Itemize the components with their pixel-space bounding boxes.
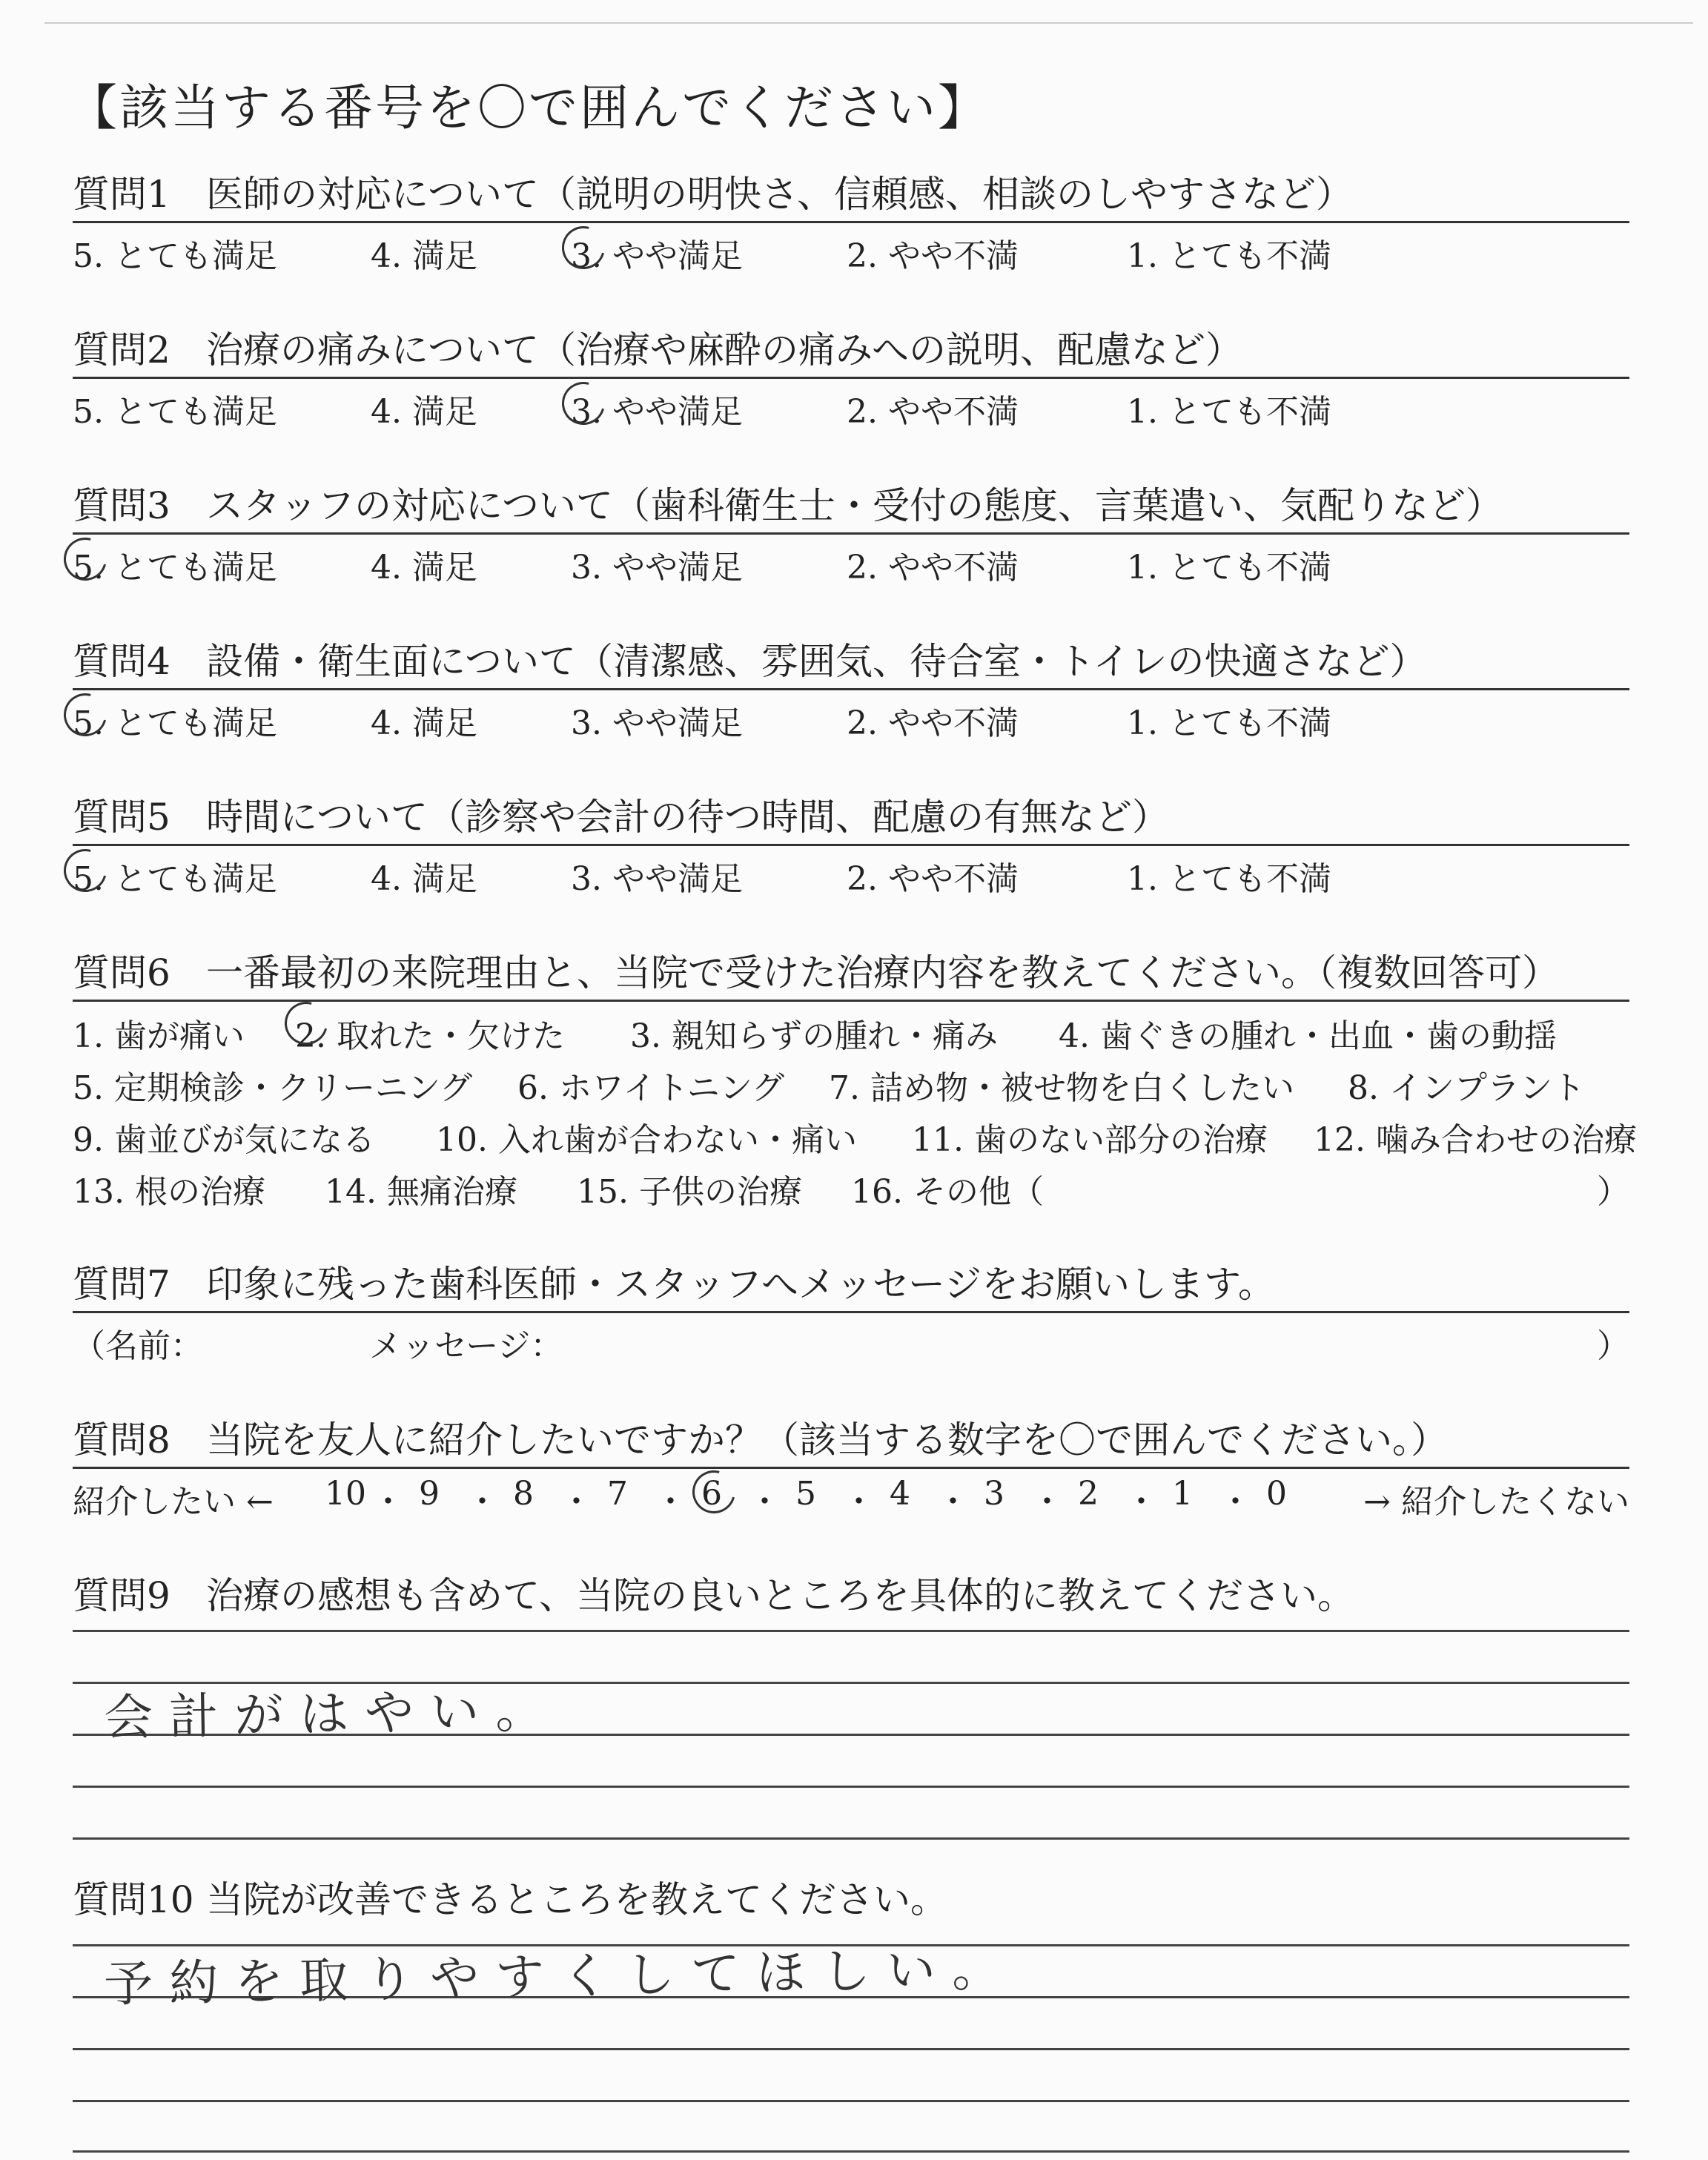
- rating-option[interactable]: 2. やや不満: [847, 393, 1019, 431]
- rating-options: [73, 223, 1629, 275]
- rating-option[interactable]: 3. やや満足: [571, 860, 743, 898]
- question-5: [73, 795, 1629, 898]
- rating-option[interactable]: 4. 満足: [371, 393, 477, 431]
- scale-number[interactable]: 7: [607, 1475, 628, 1513]
- scale-separator: ・: [1030, 1483, 1064, 1521]
- question-4: [73, 639, 1629, 742]
- q9-handwritten-answer: 会計がはやい。: [103, 1681, 561, 1747]
- close-paren: ）: [1597, 1327, 1629, 1365]
- scale-number[interactable]: 1: [1172, 1475, 1193, 1513]
- question-number: 質問4: [73, 640, 171, 683]
- question-8: [73, 1418, 1629, 1521]
- scale-separator: ・: [936, 1483, 970, 1521]
- rating-option[interactable]: 3. やや満足: [571, 549, 743, 587]
- question-number: 質問9: [73, 1574, 171, 1617]
- rating-option[interactable]: 4. 満足: [371, 549, 477, 587]
- scale-separator: ・: [842, 1483, 875, 1521]
- question-text: 当院を友人に紹介したいですか？（該当する数字を〇で囲んでください。）: [206, 1418, 1448, 1462]
- q10-handwritten-answer: 予約を取りやすくしてほしい。: [103, 1940, 1018, 2013]
- rating-option[interactable]: 5. とても満足: [73, 704, 277, 742]
- rating-options: [73, 690, 1629, 742]
- rating-option[interactable]: 5. とても満足: [73, 860, 277, 898]
- question-1: [73, 172, 1629, 275]
- top-rule: [44, 22, 1693, 24]
- scale-number[interactable]: 0: [1266, 1475, 1287, 1513]
- scale-number[interactable]: 9: [419, 1475, 440, 1513]
- rating-option[interactable]: 1. とても不満: [1127, 704, 1331, 742]
- question-number: 質問10: [73, 1878, 194, 1921]
- rating-option[interactable]: 2. やや不満: [847, 860, 1019, 898]
- question-text: 治療の痛みについて（治療や麻酔の痛みへの説明、配慮など）: [206, 328, 1242, 371]
- question-number: 質問3: [73, 484, 171, 527]
- scale-separator: ・: [654, 1483, 687, 1521]
- treatment-option[interactable]: 8. インプラント: [1348, 1069, 1585, 1107]
- question-number: 質問1: [73, 173, 171, 216]
- question-text: 医師の対応について（説明の明快さ、信頼感、相談のしやすさなど）: [206, 173, 1353, 216]
- question-text: 治療の感想も含めて、当院の良いところを具体的に教えてください。: [206, 1574, 1354, 1617]
- choice-row: [73, 1106, 1637, 1159]
- form-header: 【該当する番号を〇で囲んでください】: [68, 79, 989, 136]
- treatment-option[interactable]: 7. 詰め物・被せ物を白くしたい: [829, 1069, 1294, 1107]
- treatment-option[interactable]: 6. ホワイトニング: [517, 1069, 785, 1107]
- question-number: 質問8: [73, 1418, 171, 1462]
- treatment-option[interactable]: 12. 噛み合わせの治療: [1314, 1121, 1637, 1159]
- rating-option[interactable]: 5. とても満足: [73, 549, 277, 587]
- scale-separator: ・: [1125, 1483, 1158, 1521]
- question-10: [73, 1877, 1629, 1922]
- question-title: [73, 1877, 1629, 1922]
- rating-option[interactable]: 3. やや満足: [571, 393, 743, 431]
- rating-option[interactable]: 1. とても不満: [1127, 860, 1331, 898]
- question-title: [73, 639, 1629, 684]
- scale-number[interactable]: 6: [701, 1475, 722, 1513]
- question-9: [73, 1573, 1629, 1618]
- question-text: 印象に残った歯科医師・スタッフへメッセージをお願いします。: [206, 1263, 1275, 1306]
- answer-line: [73, 2150, 1629, 2153]
- close-paren: ）: [1597, 1173, 1629, 1211]
- treatment-option[interactable]: 14. 無痛治療: [325, 1173, 517, 1211]
- rating-option[interactable]: 5. とても満足: [73, 237, 277, 275]
- rating-option[interactable]: 1. とても不満: [1127, 549, 1331, 587]
- question-3: [73, 483, 1629, 587]
- rating-option[interactable]: 4. 満足: [371, 704, 477, 742]
- choice-row: [73, 1157, 1629, 1209]
- rating-option[interactable]: 3. やや満足: [571, 237, 743, 275]
- scale-separator: ・: [466, 1483, 499, 1521]
- scale-separator: ・: [1219, 1483, 1252, 1521]
- treatment-option[interactable]: 9. 歯並びが気になる: [73, 1121, 375, 1159]
- question-text: 当院が改善できるところを教えてください。: [206, 1878, 947, 1921]
- rating-option[interactable]: 3. やや満足: [571, 704, 743, 742]
- q7-fields: [73, 1313, 1629, 1365]
- rating-option[interactable]: 4. 満足: [371, 237, 477, 275]
- answer-line: [73, 1786, 1629, 1788]
- question-text: スタッフの対応について（歯科衛生士・受付の態度、言葉遣い、気配りなど）: [206, 484, 1503, 527]
- choice-row: [73, 1054, 1629, 1106]
- rating-option[interactable]: 1. とても不満: [1127, 393, 1331, 431]
- answer-line: [73, 2100, 1629, 2102]
- treatment-option[interactable]: 15. 子供の治療: [577, 1173, 802, 1211]
- treatment-option[interactable]: 16. その他（: [851, 1173, 1044, 1211]
- scale-number[interactable]: 2: [1078, 1475, 1099, 1513]
- question-2: [73, 328, 1629, 431]
- scale-left-label: 紹介したい ←: [73, 1483, 274, 1521]
- recommend-scale: [73, 1469, 1629, 1521]
- rating-options: [73, 379, 1629, 431]
- question-number: 質問7: [73, 1263, 171, 1306]
- question-7: [73, 1262, 1629, 1365]
- question-text: 時間について（診察や会計の待つ時間、配慮の有無など）: [206, 796, 1169, 839]
- scale-number[interactable]: 4: [890, 1475, 910, 1513]
- rating-option[interactable]: 2. やや不満: [847, 704, 1019, 742]
- treatment-option[interactable]: 11. 歯のない部分の治療: [912, 1121, 1268, 1159]
- treatment-option[interactable]: 10. 入れ歯が合わない・痛い: [436, 1121, 857, 1159]
- treatment-option[interactable]: 13. 根の治療: [73, 1173, 265, 1211]
- scale-right-label: → 紹介したくない: [1363, 1483, 1629, 1521]
- message-label: メッセージ：: [369, 1327, 563, 1365]
- question-title: [73, 172, 1629, 217]
- treatment-option[interactable]: 5. 定期検診・クリーニング: [73, 1069, 473, 1107]
- scale-number[interactable]: 5: [795, 1475, 816, 1513]
- question-title: [73, 1262, 1629, 1307]
- question-title: [73, 951, 1629, 995]
- circle-mark: [684, 1462, 743, 1521]
- question-number: 質問2: [73, 328, 171, 371]
- treatment-option[interactable]: 2. 取れた・欠けた: [295, 1017, 565, 1055]
- rating-option[interactable]: 1. とても不満: [1127, 237, 1331, 275]
- treatment-option[interactable]: 1. 歯が痛い: [73, 1017, 245, 1055]
- question-title: [73, 483, 1629, 528]
- rating-options: [73, 535, 1629, 587]
- question-6: [73, 951, 1637, 1211]
- scale-separator: ・: [371, 1483, 405, 1521]
- rating-option[interactable]: 4. 満足: [371, 860, 477, 898]
- answer-line: [73, 1630, 1629, 1632]
- question-title: [73, 795, 1629, 839]
- question-number: 質問5: [73, 796, 171, 839]
- scale-number[interactable]: 3: [984, 1475, 1004, 1513]
- question-title: [73, 328, 1629, 372]
- treatment-option[interactable]: 4. 歯ぐきの腫れ・出血・歯の動揺: [1059, 1017, 1557, 1055]
- answer-line: [73, 1837, 1629, 1840]
- scale-separator: ・: [560, 1483, 593, 1521]
- rating-option[interactable]: 2. やや不満: [847, 549, 1019, 587]
- rating-option[interactable]: 5. とても満足: [73, 393, 277, 431]
- rating-options: [73, 846, 1629, 898]
- question-text: 一番最初の来院理由と、当院で受けた治療内容を教えてください。（複数回答可）: [206, 951, 1559, 994]
- scale-number[interactable]: 10: [325, 1475, 366, 1513]
- scale-number[interactable]: 8: [513, 1475, 534, 1513]
- question-text: 設備・衛生面について（清潔感、雰囲気、待合室・トイレの快適さなど）: [206, 640, 1427, 683]
- choice-row: [73, 1002, 1629, 1054]
- question-number: 質問6: [73, 951, 171, 994]
- rating-option[interactable]: 2. やや不満: [847, 237, 1019, 275]
- question-title: [73, 1418, 1629, 1462]
- treatment-option[interactable]: 3. 親知らずの腫れ・痛み: [630, 1017, 998, 1055]
- name-label: （名前：: [73, 1327, 203, 1365]
- question-title: [73, 1573, 1629, 1618]
- scale-separator: ・: [748, 1483, 781, 1521]
- answer-line: [73, 2048, 1629, 2050]
